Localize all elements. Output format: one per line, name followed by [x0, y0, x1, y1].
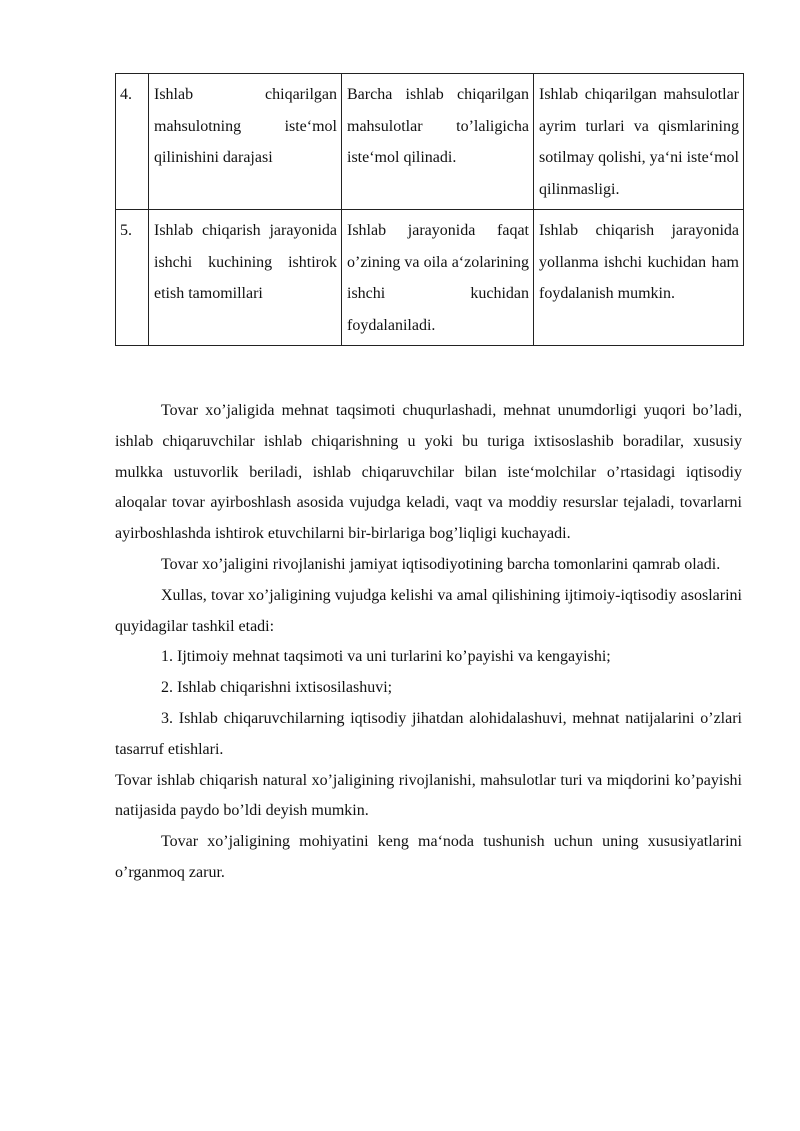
row-number-cell: 4. [116, 74, 149, 210]
criterion-cell: Ishlab chiqarish jarayonida ishchi kuchining ishtirok etish tamomillari [149, 210, 342, 346]
commodity-economy-cell: Ishlab chiqarilgan mahsulotlar ayrim turlari va qismlarining sotilmay qolishi, ya‘ni iste‘mol qilinmasligi. [534, 74, 744, 210]
row-number-cell: 5. [116, 210, 149, 346]
paragraph: Tovar xo’jaligining mohiyatini keng ma‘noda tushunish uchun uning xususiyatlarini o’rganmoq zarur. [115, 833, 742, 881]
criterion-cell: Ishlab chiqarilgan mahsulotning iste‘mol qilinishini darajasi [149, 74, 342, 210]
commodity-economy-cell: Ishlab chiqarish jarayonida yollanma ishchi kuchidan ham foydalanish mumkin. [534, 210, 744, 346]
paragraph: Xullas, tovar xo’jaligining vujudga kelishi va amal qilishining ijtimoiy-iqtisodiy asoslarini quyidagilar tashkil etadi: [115, 586, 742, 635]
table-row [116, 210, 744, 346]
natural-economy-cell: Barcha ishlab chiqarilgan mahsulotlar to’laligicha iste‘mol qilinadi. [342, 74, 534, 210]
paragraph: Tovar xo’jaligini rivojlanishi jamiyat iqtisodiyotining barcha tomonlarini qamrab oladi. [161, 555, 721, 573]
comparison-table [115, 73, 744, 346]
list-item: 3. Ishlab chiqaruvchilarning iqtisodiy jihatdan alohidalashuvi, mehnat natijalarini o’zlari tasarruf etishlari. [115, 709, 742, 758]
list-item: 2. Ishlab chiqarishni ixtisosilashuvi; [161, 679, 393, 697]
list-item: 1. Ijtimoiy mehnat taqsimoti va uni turlarini ko’payishi va kengayishi; [161, 648, 611, 666]
body-text [115, 396, 742, 889]
table-row [116, 74, 744, 210]
paragraph: Tovar ishlab chiqarish natural xo’jaligining rivojlanishi, mahsulotlar turi va miqdorini ko’payishi natijasida paydo bo’ldi deyish mumkin. [115, 771, 742, 820]
paragraph: Tovar xo’jaligida mehnat taqsimoti chuqurlashadi, mehnat unumdorligi yuqori bo’ladi, ishlab chiqaruvchilar ishlab chiqarishning u yoki bu turiga ixtisoslashib boradilar, xususiy mulkka ustuvorlik beriladi, ishlab chiqaruvchilar bilan iste‘molchilar o’rtasidagi iqtisodiy aloqalar tovar ayirboshlash asosida vujudga keladi, vaqt va moddiy resurslar tejaladi, tovarlarni ayirboshlashda ishtirok etuvchilarni bir-birlariga bog’liqligi kuchayadi. [115, 402, 742, 543]
natural-economy-cell: Ishlab jarayonida faqat o’zining va oila a‘zolarining ishchi kuchidan foydalaniladi. [342, 210, 534, 346]
